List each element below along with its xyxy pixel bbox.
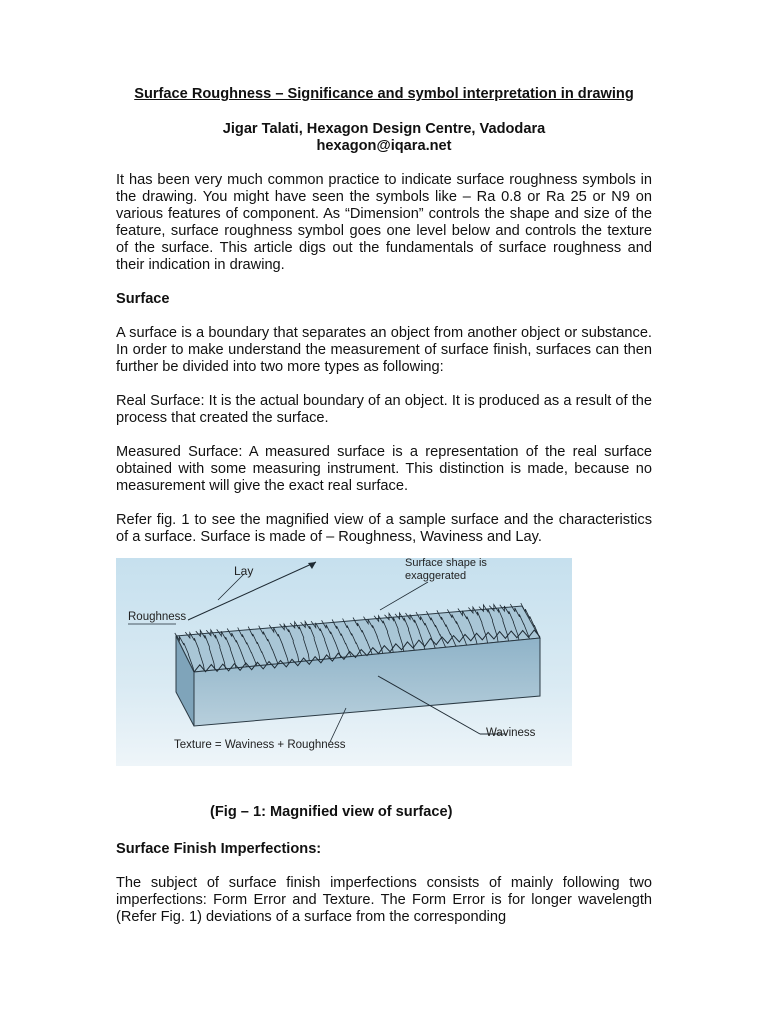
surface-figure [116,558,572,766]
figure-caption: (Fig – 1: Magnified view of surface) [210,804,453,820]
measured-surface-paragraph: Measured Surface: A measured surface is a representation of the real surface obtained with some measuring instrument. This distinction is made, because no measurement will give the exact real surface. [116,444,652,494]
intro-paragraph: It has been very much common practice to indicate surface roughness symbols in the drawing. You might have seen the symbols like – Ra 0.8 or Ra 25 or N9 on various features of component. As “Dimension” controls the shape and size of the feature, surface roughness symbol goes one level below and controls the texture of the surface. This article digs out the fundamentals of surface roughness and their indication in drawing. [116,172,652,273]
section-heading-surface: Surface [116,291,170,307]
surface-paragraph: A surface is a boundary that separates an object from another object or substance. In order to make understand the measurement of surface finish, surfaces can then further be divided into two more types as following: [116,325,652,375]
section-heading-imperfections: Surface Finish Imperfections: [116,841,322,857]
imperfections-paragraph: The subject of surface finish imperfections consists of mainly following two imperfections: Form Error and Texture. The Form Error is for longer wavelength (Refer Fig. 1) deviations of a surface from the corresponding [116,875,652,925]
surface-diagram [116,558,572,766]
label-shape-line2: exaggerated [405,570,467,582]
author-line: Jigar Talati, Hexagon Design Centre, Vadodara [222,121,546,137]
author-block [116,121,652,155]
label-roughness: Roughness [128,611,187,623]
label-texture: Texture = Waviness + Roughness [174,739,346,751]
document-title: Surface Roughness – Significance and symbol interpretation in drawing [134,86,634,102]
refer-fig-paragraph: Refer fig. 1 to see the magnified view of a sample surface and the characteristics of a surface. Surface is made of – Roughness, Waviness and Lay. [116,512,652,545]
real-surface-paragraph: Real Surface: It is the actual boundary of an object. It is produced as a result of the process that created the surface. [116,393,652,426]
label-waviness: Waviness [486,727,536,739]
document-page [116,86,652,926]
label-lay: Lay [234,564,254,578]
author-email: hexagon@iqara.net [316,138,452,154]
label-shape-line1: Surface shape is [405,558,487,569]
